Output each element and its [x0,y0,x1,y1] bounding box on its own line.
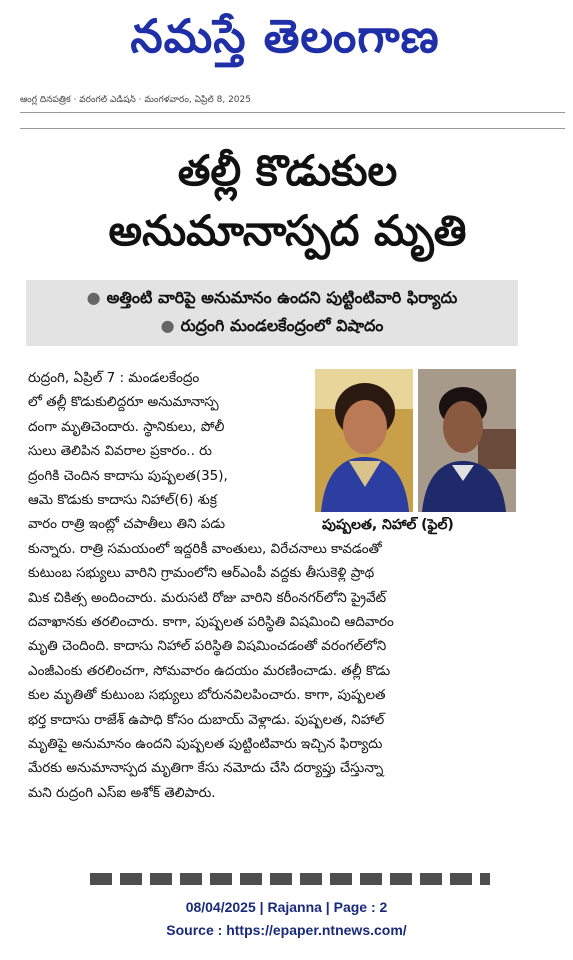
body-line: మిక చికిత్స అందించారు. మరుసటి రోజు వారిని కరీంనగర్‌లోని ప్రైవేట్ [28,589,387,606]
top-divider [20,112,565,113]
body-line: మృతి చెందింది. కాదాసు నిహాల్ పరిస్థితి విషమించడంతో వరంగల్‌లోని [28,638,387,655]
footer-edition-line: 08/04/2025 | Rajanna | Page : 2 [185,899,388,915]
body-line: వారం రాత్రి ఇంట్లో చపాతీలు తిని పడు [28,516,226,533]
body-line: దవాఖానకు తరలించారు. కాగా, పుష్పలత పరిస్థితి విషమించి ఆదివారం [28,614,394,630]
body-line: ఎంజీఎంకు తరలించగా, సోమవారం ఉదయం మరణించాడు. తల్లీ కొడు [28,662,391,679]
body-line: ద్రంగికి చెందిన కాదాసు పుష్పలత(35), [28,467,228,484]
section-divider [20,128,565,129]
body-line: భర్త కాదాసు రాజేశ్ ఉపాధి కోసం దుబాయ్ వెళ్లాడు. పుష్పలత, నిహాల్ [28,711,385,728]
body-line: మృతిపై అనుమానం ఉందని పుష్పలత పుట్టింటివారు ఇచ్చిన ఫిర్యాదు [28,736,383,752]
headline-line-1: తల్లీ కొడుకుల [177,146,398,195]
photo-caption: పుష్పలత, నిహాల్ (ఫైల్) [322,517,454,533]
body-line: దంగా మృతిచెందారు. స్థానికులు, పోలీ [28,418,225,435]
subheading-2: ● రుద్రంగి మండలకేంద్రంలో విషాదం [160,316,384,335]
body-line: కుటుంబ సభ్యులు వారిని గ్రామంలోని ఆర్ఎంపీ వద్దకు తీసుకెళ్లి ప్రాథ [28,565,375,582]
body-line: మేరకు అనుమానాస్పద మృతిగా కేసు నమోదు చేసి దర్యాప్తు చేస్తున్నా [28,760,384,777]
body-line: కున్నారు. రాత్రి సమయంలో ఇద్దరికీ వాంతులు, విరేచనాలు కావడంతో [28,540,382,557]
bullet-icon: ● [86,288,101,307]
body-line: మని రుద్రంగి ఎస్ఐ అశోక్ తెలిపారు. [28,784,216,801]
photo-mother [315,369,413,512]
body-line: రుద్రంగి, ఏప్రిల్ 7 : మండలకేంద్రం [28,370,200,386]
photo-son [418,369,516,512]
body-line: లో తల్లీ కొడుకులిద్దరూ అనుమానాస్ప [28,394,219,411]
body-line: ఆమె కొడుకు కాదాసు నిహాల్(6) శుక్ర [28,492,217,508]
subheading-box [26,280,518,346]
masthead-logo [80,8,490,76]
masthead-title: నమస్తే తెలంగాణ [130,9,440,63]
bullet-icon: ● [160,316,175,335]
next-headline-fragment [90,873,490,885]
headline-line-2: అనుమానాస్పద మృతి [108,206,467,255]
body-line: కుల మృతితో కుటుంబ సభ్యులు బోరునవిలపించారు. కాగా, పుష్పలత [28,687,386,704]
subheading-1: ● అత్తింటి వారిపై అనుమానం ఉందని పుట్టింటివారి ఫిర్యాదు [86,288,458,307]
dateline: ఆంగ్ల దినపత్రిక · వరంగల్ ఎడిషన్ · మంగళవారం, ఏప్రిల్ 8, 2025 [20,95,251,105]
body-line: సులు తెలిపిన వివరాల ప్రకారం.. రు [28,443,212,460]
footer-source-line: Source : https://epaper.ntnews.com/ [166,922,407,938]
